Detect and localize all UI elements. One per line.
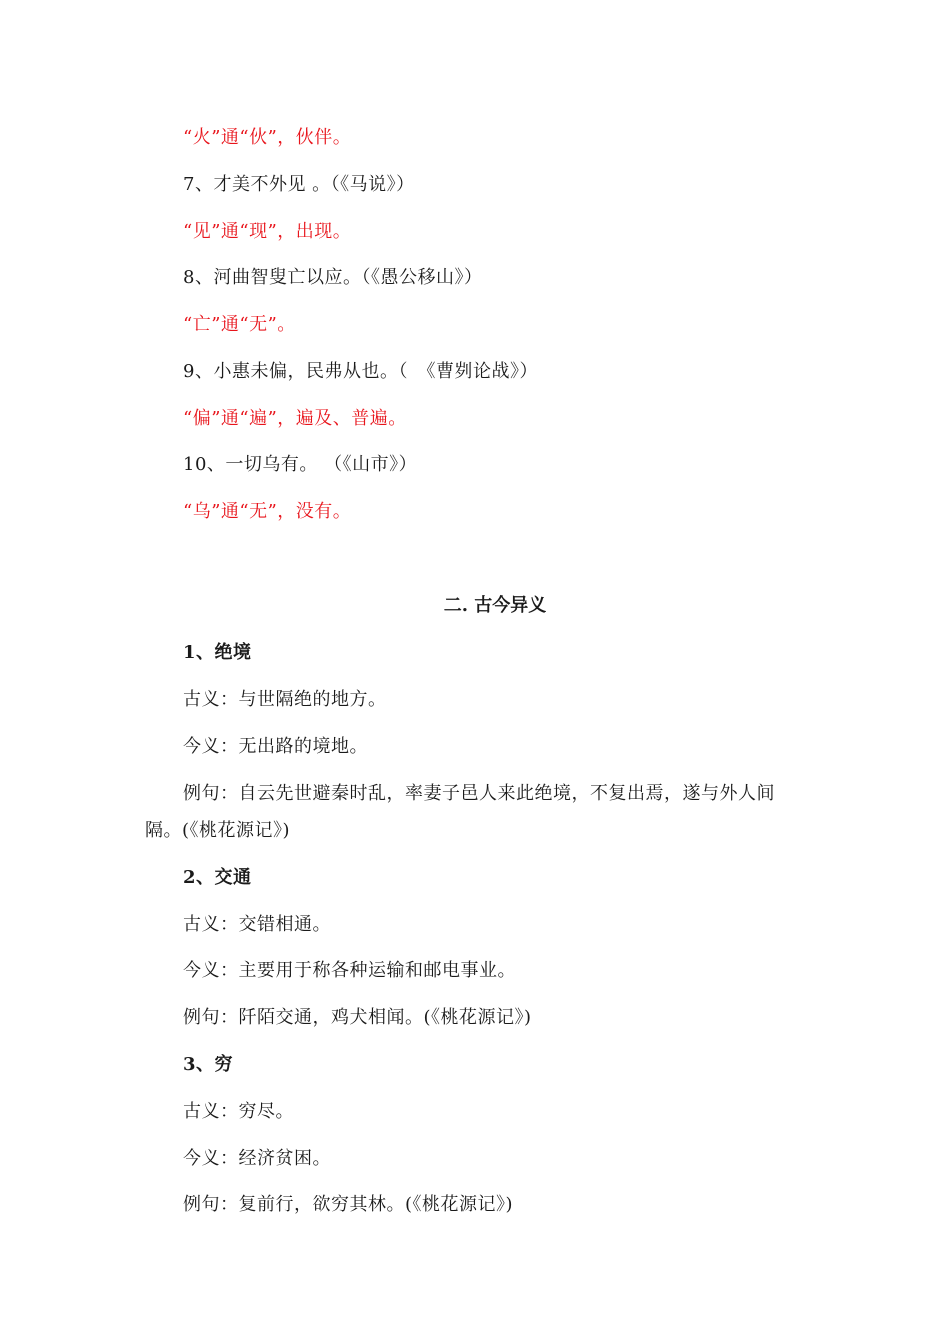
entry-heading-2: 2、交通 [183, 867, 252, 888]
entry-ancient-2: 古义：交错相通。 [183, 914, 331, 935]
entry-modern-3: 今义：经济贫困。 [183, 1148, 331, 1169]
line-question-7: 7、才美不外见 。（《马说》） [183, 174, 415, 195]
entry-example-1b: 隔。(《桃花源记》) [145, 820, 291, 841]
line-question-9: 9、小惠未偏，民弗从也。（ 《曹刿论战》） [183, 361, 538, 382]
entry-ancient-3: 古义：穷尽。 [183, 1101, 294, 1122]
entry-example-1a: 例句：自云先世避秦时乱，率妻子邑人来此绝境，不复出焉，遂与外人间 [183, 783, 775, 804]
line-answer-wu: “乌”通“无”，没有。 [183, 501, 352, 522]
line-answer-huo: “火”通“伙”，伙伴。 [183, 127, 352, 148]
entry-example-2: 例句：阡陌交通，鸡犬相闻。(《桃花源记》) [183, 1007, 532, 1028]
entry-ancient-1: 古义：与世隔绝的地方。 [183, 689, 387, 710]
line-answer-wang: “亡”通“无”。 [183, 314, 296, 335]
entry-example-3: 例句：复前行，欲穷其林。(《桃花源记》) [183, 1194, 514, 1215]
line-question-10: 10、一切乌有。 （《山市》） [183, 454, 418, 475]
entry-heading-1: 1、绝境 [183, 642, 252, 663]
entry-heading-3: 3、穷 [183, 1054, 234, 1075]
entry-modern-2: 今义：主要用于称各种运输和邮电事业。 [183, 960, 516, 981]
line-question-8: 8、河曲智叟亡以应。（《愚公移山》） [183, 267, 483, 288]
section-title: 二. 古今异义 [443, 595, 547, 616]
line-answer-jian: “见”通“现”，出现。 [183, 221, 352, 242]
line-answer-pian: “偏”通“遍”，遍及、普遍。 [183, 408, 407, 429]
entry-modern-1: 今义：无出路的境地。 [183, 736, 368, 757]
